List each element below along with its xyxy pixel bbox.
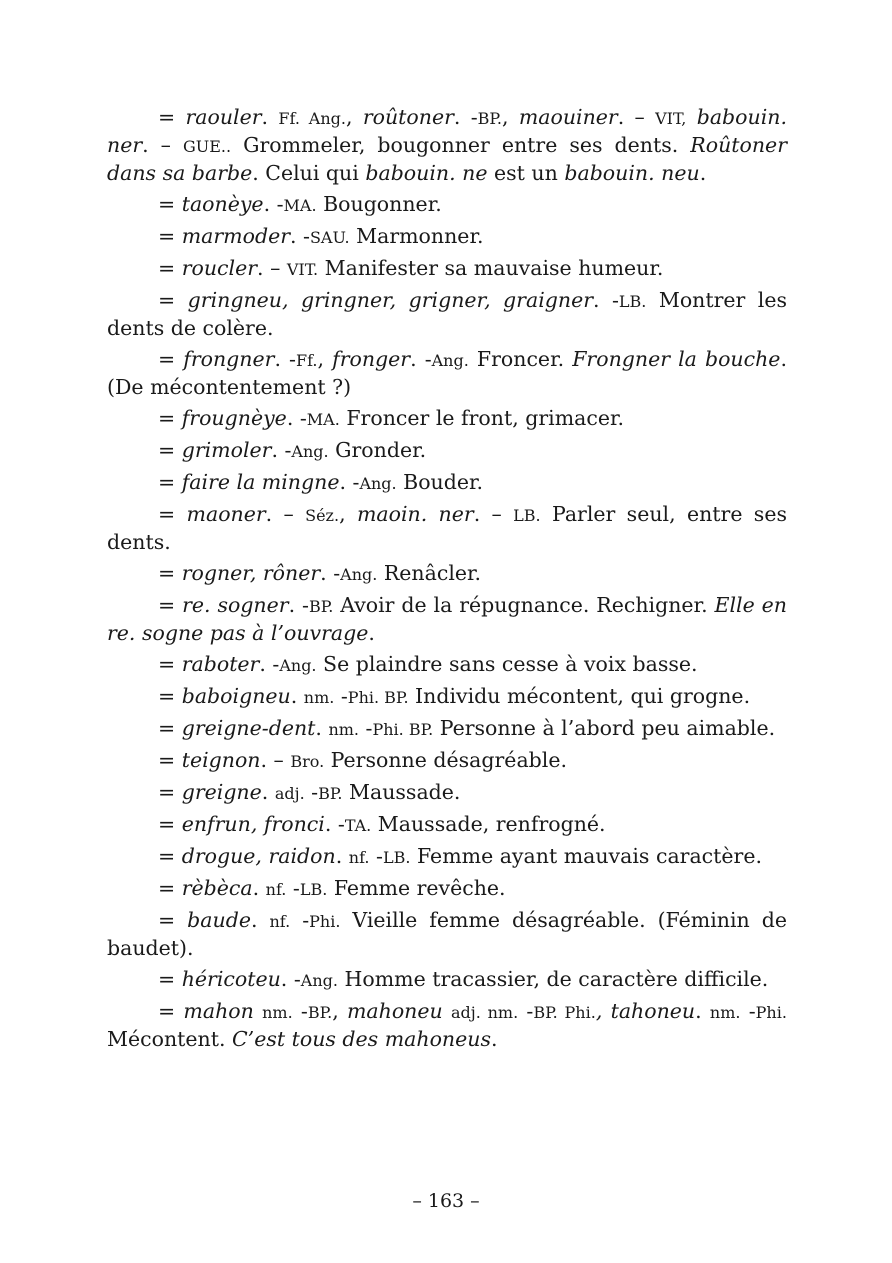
entry-text: Bougonner. — [316, 192, 442, 216]
entry-text: . - — [339, 470, 360, 494]
source-abbreviation: Ang. — [359, 474, 397, 493]
source-abbreviation: adj. nm. — [450, 1003, 519, 1022]
headword: babouin. ner — [107, 105, 787, 157]
source-abbreviation: adj. — [274, 784, 305, 803]
source-abbreviation: Ang. — [279, 656, 317, 675]
source-abbreviation: nf. — [348, 848, 370, 867]
entry-text: Parler seul, entre ses dents. — [107, 502, 787, 554]
headword: baboigneu — [181, 684, 291, 708]
source-abbreviation: Ang. — [291, 442, 329, 461]
headword: drogue, raidon — [181, 844, 336, 868]
headword: Roûtoner dans sa barbe — [107, 133, 787, 185]
entry-text: = — [158, 780, 182, 804]
entry-text: . — [250, 908, 270, 932]
entry-text: Mécontent. — [107, 1027, 232, 1051]
source-abbreviation: MA. — [306, 410, 340, 429]
headword: rogner, rôner — [181, 561, 321, 585]
source-abbreviation: BP. — [477, 109, 502, 128]
entry-text: . Celui qui — [252, 161, 366, 185]
source-abbreviation: BP. — [308, 597, 334, 616]
entry-text: . - — [290, 224, 310, 248]
entry-text: Vieille femme désagréable. (Féminin de baudet). — [107, 908, 787, 960]
source-abbreviation: Phi. — [309, 912, 341, 931]
entry-text: . — [315, 716, 329, 740]
source-abbreviation: GUE.. — [182, 137, 232, 156]
entry-text: . — [290, 684, 304, 708]
source-abbreviation: nf. — [269, 912, 291, 931]
entry-text: . — [699, 161, 707, 185]
entry-text: = — [158, 876, 182, 900]
source-abbreviation: BP. — [307, 1003, 333, 1022]
source-abbreviation: LB. — [513, 506, 541, 525]
entry-text: Maussade. — [342, 780, 461, 804]
entry-text: Se plaindre sans cesse à voix basse. — [316, 652, 698, 676]
entry-text: . – — [617, 105, 656, 129]
entry-text: - — [334, 684, 348, 708]
dictionary-entry — [107, 715, 787, 743]
dictionary-entry — [107, 747, 787, 775]
source-abbreviation: Ang. — [340, 565, 378, 584]
entry-text: = — [158, 470, 182, 494]
source-abbreviation: LB. — [299, 880, 328, 899]
source-abbreviation: BP. — [318, 784, 343, 803]
headword: frougnèye — [181, 406, 287, 430]
headword: baude — [187, 908, 251, 932]
source-abbreviation: Ang. — [300, 971, 338, 990]
entry-text: = — [158, 652, 182, 676]
entry-text: - — [369, 844, 383, 868]
dictionary-entry — [107, 843, 787, 871]
headword: taonèye — [181, 192, 264, 216]
entry-text: = — [158, 967, 182, 991]
source-abbreviation: LB. — [382, 848, 411, 867]
dictionary-entry — [107, 966, 787, 994]
entry-text: Manifester sa mauvaise humeur. — [318, 256, 664, 280]
entry-text: . - — [280, 967, 301, 991]
entry-text: . - — [263, 192, 284, 216]
dictionary-entry — [107, 779, 787, 807]
entry-text: Renâcler. — [377, 561, 482, 585]
headword: mahon — [183, 999, 254, 1023]
headword: faire la mingne — [181, 470, 340, 494]
dictionary-entry — [107, 104, 787, 187]
entry-text: . - — [593, 288, 619, 312]
headword: enfrun, fronci — [181, 812, 325, 836]
source-abbreviation: Phi. BP. — [372, 720, 434, 739]
page-number: – 163 – — [412, 1190, 480, 1212]
source-abbreviation: Séz. — [305, 506, 340, 525]
headword: héricoteu — [181, 967, 281, 991]
entry-text: , — [339, 502, 357, 526]
entry-text: - — [359, 716, 373, 740]
source-abbreviation: Phi. — [755, 1003, 787, 1022]
entry-text: = — [158, 224, 182, 248]
entry-text: - — [290, 908, 310, 932]
entry-text: = — [158, 502, 187, 526]
entry-text: - — [740, 999, 756, 1023]
entry-text: . - — [320, 561, 341, 585]
entry-text: . — [695, 999, 710, 1023]
headword: maouiner — [518, 105, 618, 129]
source-abbreviation: Bro. — [290, 752, 325, 771]
entry-text — [686, 105, 696, 129]
entry-text: . — [261, 780, 275, 804]
entry-text: = — [158, 684, 182, 708]
entry-text: Avoir de la répugnance. Rechigner. — [333, 593, 715, 617]
headword: grimoler — [181, 438, 272, 462]
dictionary-entry — [107, 405, 787, 433]
source-abbreviation: VIT, — [655, 109, 687, 128]
entry-text: = — [158, 105, 186, 129]
entry-text: . — [252, 876, 266, 900]
dictionary-entry — [107, 998, 787, 1053]
headword: Frongner la bouche — [572, 347, 781, 371]
entry-text: - — [518, 999, 534, 1023]
headword: C’est tous des mahoneus — [232, 1027, 491, 1051]
headword: babouin. ne — [365, 161, 488, 185]
entry-text: . - — [453, 105, 478, 129]
entry-text: = — [158, 908, 188, 932]
entry-text: - — [304, 780, 319, 804]
dictionary-entry — [107, 560, 787, 588]
entry-text: = — [158, 288, 188, 312]
entry-text: = — [158, 256, 182, 280]
entry-text: Froncer. — [468, 347, 573, 371]
entry-text: = — [158, 812, 182, 836]
headword: mahoneu — [346, 999, 443, 1023]
source-abbreviation: SAU. — [309, 228, 350, 247]
source-abbreviation: Ff. Ang. — [278, 109, 346, 128]
entry-text: - — [292, 999, 308, 1023]
entry-text: Bouder. — [396, 470, 484, 494]
entry-text: . — [368, 621, 375, 645]
entry-text: . – — [260, 748, 291, 772]
dictionary-entry — [107, 501, 787, 556]
headword: marmoder — [181, 224, 290, 248]
entry-text: , — [345, 105, 363, 129]
dictionary-entry — [107, 875, 787, 903]
entry-text: , — [502, 105, 519, 129]
entry-text: = — [158, 192, 182, 216]
entry-text: . — [261, 105, 279, 129]
entry-text: . (De mécontentement ?) — [107, 347, 787, 399]
entry-text: est un — [487, 161, 565, 185]
dictionary-entry — [107, 651, 787, 679]
source-abbreviation: Ang. — [431, 351, 469, 370]
source-abbreviation: BP. Phi. — [533, 1003, 596, 1022]
entry-text: - — [286, 876, 300, 900]
entry-text: Froncer le front, grimacer. — [339, 406, 625, 430]
entry-text: Maussade, renfrogné. — [371, 812, 606, 836]
headword: Elle en re. sogne pas à l’ouvrage — [107, 593, 787, 645]
dictionary-entry — [107, 907, 787, 962]
entry-text: Gronder. — [328, 438, 427, 462]
headword: gringneu, gringner, grigner, graigner — [187, 288, 594, 312]
dictionary-entry — [107, 191, 787, 219]
entry-text: . - — [288, 593, 309, 617]
entry-text: Montrer les dents de colère. — [107, 288, 788, 340]
dictionary-entry — [107, 255, 787, 283]
entry-text: = — [158, 347, 184, 371]
entry-text: . - — [286, 406, 307, 430]
entry-text: . - — [271, 438, 292, 462]
headword: rèbèca — [181, 876, 253, 900]
headword: roucler — [181, 256, 258, 280]
headword: tahoneu — [610, 999, 696, 1023]
entry-text: = — [158, 438, 182, 462]
source-abbreviation: nf. — [265, 880, 287, 899]
entry-text: = — [158, 999, 184, 1023]
headword: maoner — [186, 502, 266, 526]
source-abbreviation: MA. — [283, 196, 317, 215]
source-abbreviation: LB. — [618, 292, 647, 311]
entry-text: Individu mécontent, qui grogne. — [408, 684, 751, 708]
headword: maoin. ner — [356, 502, 474, 526]
source-abbreviation: Ff. — [295, 351, 318, 370]
entry-text: = — [158, 406, 182, 430]
headword: teignon — [181, 748, 261, 772]
entry-text: Homme tracassier, de caractère difficile. — [337, 967, 769, 991]
entry-text: , — [317, 347, 333, 371]
entry-text: Marmonner. — [349, 224, 484, 248]
dictionary-entry — [107, 683, 787, 711]
headword: greigne — [181, 780, 262, 804]
entry-text: Grommeler, bougonner entre ses dents. — [231, 133, 691, 157]
headword: babouin. neu — [564, 161, 700, 185]
headword: , — [595, 999, 611, 1023]
source-abbreviation: nm. — [709, 1003, 741, 1022]
entry-text: . – — [257, 256, 287, 280]
entry-text: = — [158, 844, 182, 868]
headword: raouler — [185, 105, 262, 129]
entry-text: = — [158, 748, 182, 772]
dictionary-entry — [107, 346, 787, 401]
entry-text: Femme revêche. — [327, 876, 506, 900]
headword: raboter — [181, 652, 260, 676]
dictionary-entry — [107, 469, 787, 497]
entry-text: . - — [259, 652, 280, 676]
entry-text: Personne désagréable. — [324, 748, 567, 772]
dictionary-entries — [107, 104, 787, 1057]
entry-text: . — [490, 1027, 498, 1051]
entry-text: . - — [274, 347, 296, 371]
entry-text: . — [335, 844, 349, 868]
entry-text: . - — [324, 812, 345, 836]
headword: roûtoner — [362, 105, 454, 129]
entry-text — [443, 999, 451, 1023]
entry-text: Femme ayant mauvais caractère. — [410, 844, 762, 868]
headword: frongner — [183, 347, 275, 371]
entry-text: . – — [142, 133, 183, 157]
dictionary-entry — [107, 811, 787, 839]
dictionary-entry — [107, 287, 787, 342]
entry-text: . – — [265, 502, 306, 526]
source-abbreviation: Phi. BP. — [347, 688, 409, 707]
dictionary-entry — [107, 437, 787, 465]
dictionary-entry — [107, 223, 787, 251]
headword: greigne-dent — [181, 716, 316, 740]
entry-text: = — [158, 561, 182, 585]
source-abbreviation: nm. — [328, 720, 360, 739]
entry-text: = — [158, 716, 182, 740]
source-abbreviation: nm. — [303, 688, 335, 707]
headword: re. sogner — [182, 593, 289, 617]
entry-text: . - — [410, 347, 432, 371]
source-abbreviation: TA. — [344, 816, 372, 835]
entry-text: = — [158, 593, 183, 617]
dictionary-entry — [107, 592, 787, 647]
entry-text — [254, 999, 262, 1023]
source-abbreviation: VIT. — [286, 260, 319, 279]
entry-text: Personne à l’abord peu aimable. — [433, 716, 776, 740]
entry-text: , — [332, 999, 347, 1023]
headword: fronger — [332, 347, 411, 371]
source-abbreviation: nm. — [262, 1003, 293, 1022]
entry-text: . – — [473, 502, 514, 526]
